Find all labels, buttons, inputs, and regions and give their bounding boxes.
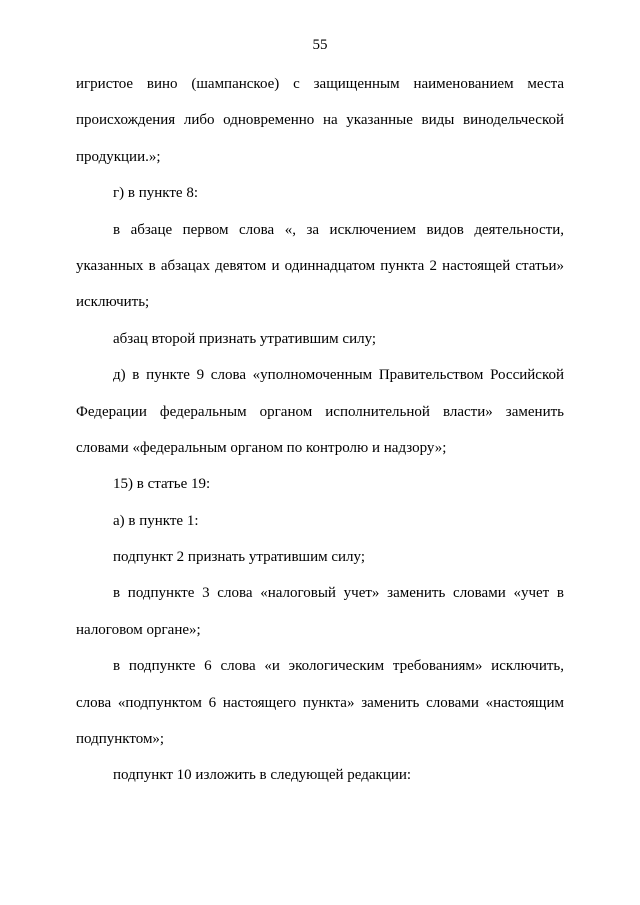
text-line: исключить; — [76, 294, 150, 311]
text-line: г) в пункте 8: — [113, 185, 199, 202]
text-line: в подпункте 6 слова «и экологическим требованиям» исключить, — [113, 658, 564, 675]
text-line: 15) в статье 19: — [113, 476, 211, 493]
text-line: налоговом органе»; — [76, 621, 201, 638]
text-line: подпунктом»; — [76, 731, 165, 748]
page-number: 55 — [312, 37, 328, 53]
text-line: Федерации федеральным органом исполнительной власти» заменить — [76, 403, 564, 420]
text-line: продукции.»; — [76, 148, 161, 165]
document-body — [76, 75, 564, 803]
text-line: абзац второй признать утратившим силу; — [113, 330, 377, 347]
text-line: а) в пункте 1: — [113, 512, 199, 529]
text-line: слова «подпунктом 6 настоящего пункта» заменить словами «настоящим — [76, 694, 564, 711]
text-line: подпункт 10 изложить в следующей редакции: — [113, 767, 412, 784]
text-line: игристое вино (шампанское) с защищенным наименованием места — [76, 76, 564, 92]
text-line: в подпункте 3 слова «налоговый учет» заменить словами «учет в — [113, 585, 564, 602]
text-line: происхождения либо одновременно на указанные виды винодельческой — [76, 112, 564, 129]
text-line: указанных в абзацах девятом и одиннадцатом пункта 2 настоящей статьи» — [76, 257, 564, 274]
text-line: д) в пункте 9 слова «уполномоченным Правительством Российской — [113, 367, 564, 384]
text-line: подпункт 2 признать утратившим силу; — [113, 549, 365, 566]
text-line: в абзаце первом слова «, за исключением видов деятельности, — [113, 221, 564, 238]
text-line: словами «федеральным органом по контролю и надзору»; — [76, 439, 447, 456]
